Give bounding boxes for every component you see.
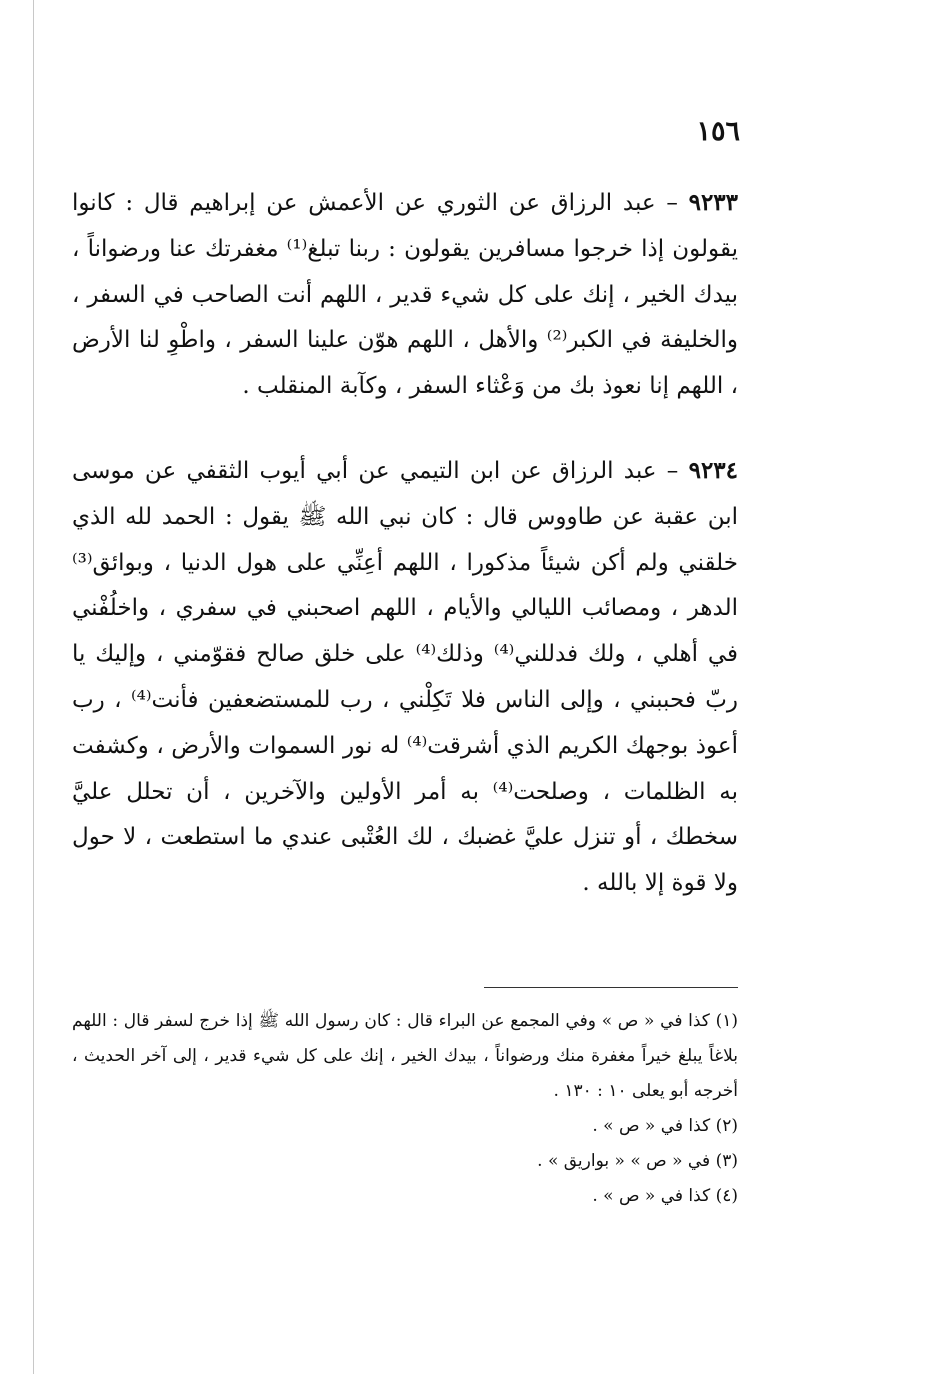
hadith-entry-9233 [72, 180, 738, 410]
footnote-1: (١) كذا في « ص » وفي المجمع عن البراء قال : كان رسول الله ﷺ إذا خرج لسفر قال : اللهم بلاغاً يبلغ خيراً مغفرة منك ورضواناً ، بيدك الخير ، إنك على كل شيء قدير ، إلى آخر الحديث ، أخرجه أبو يعلى ١٠ : ١٣٠ . [72, 1011, 738, 1101]
entry-text: – عبد الرزاق عن ابن التيمي عن أبي أيوب الثقفي عن موسى ابن عقبة عن طاووس قال : كان نبي الله ﷺ يقول : الحمد لله الذي خلقني ولم أكن شيئاً مذكورا ، اللهم أعِنِّي على هول الدنيا ، وبوائق⁽³⁾ الدهر ، ومصائب الليالي والأيام ، اللهم اصحبني في سفري ، واخلُفْني في أهلي ، ولك فدللني⁽⁴⁾ وذلك⁽⁴⁾ على خلق صالح فقوّمني ، وإليك يا ربّ فحببني ، وإلى الناس فلا تَكِلْني ، رب للمستضعفين فأنت⁽⁴⁾ ، رب أعوذ بوجهك الكريم الذي أشرقت⁽⁴⁾ له نور السموات والأرض ، وكشفت به الظلمات ، وصلحت⁽⁴⁾ به أمر الأولين والآخرين ، أن تحلل عليَّ سخطك ، أو تنزل عليَّ غضبك ، لك العُتْبى عندي ما استطعت ، لا حول ولا قوة إلا بالله . [72, 457, 739, 897]
footnote-4: (٤) كذا في « ص » . [592, 1186, 738, 1206]
footnotes [72, 1004, 738, 1214]
entry-text: – عبد الرزاق عن الثوري عن الأعمش عن إبراهيم قال : كانوا يقولون إذا خرجوا مسافرين يقولون : ربنا تبلغ⁽¹⁾ مغفرتك عنا ورضواناً ، بيدك الخير ، إنك على كل شيء قدير ، اللهم أنت الصاحب في السفر ، والخليفة في الكبر⁽²⁾ والأهل ، اللهم هوّن علينا السفر ، واطْوِ لنا الأرض ، اللهم إنا نعوذ بك من وَعْثاء السفر ، وكآبة المنقلب . [72, 190, 738, 400]
footnote-separator [484, 987, 738, 988]
hadith-text-block [72, 180, 738, 907]
page-number: ١٥٦ [696, 116, 740, 147]
footnote-3: (٣) في « ص » « بواريق » . [537, 1151, 738, 1171]
footnote-2: (٢) كذا في « ص » . [592, 1116, 738, 1136]
entry-number: ٩٢٣٣ [688, 189, 739, 216]
entry-number: ٩٢٣٤ [688, 456, 739, 484]
hadith-entry-9234 [72, 448, 738, 907]
page-binding-line [33, 0, 34, 1374]
